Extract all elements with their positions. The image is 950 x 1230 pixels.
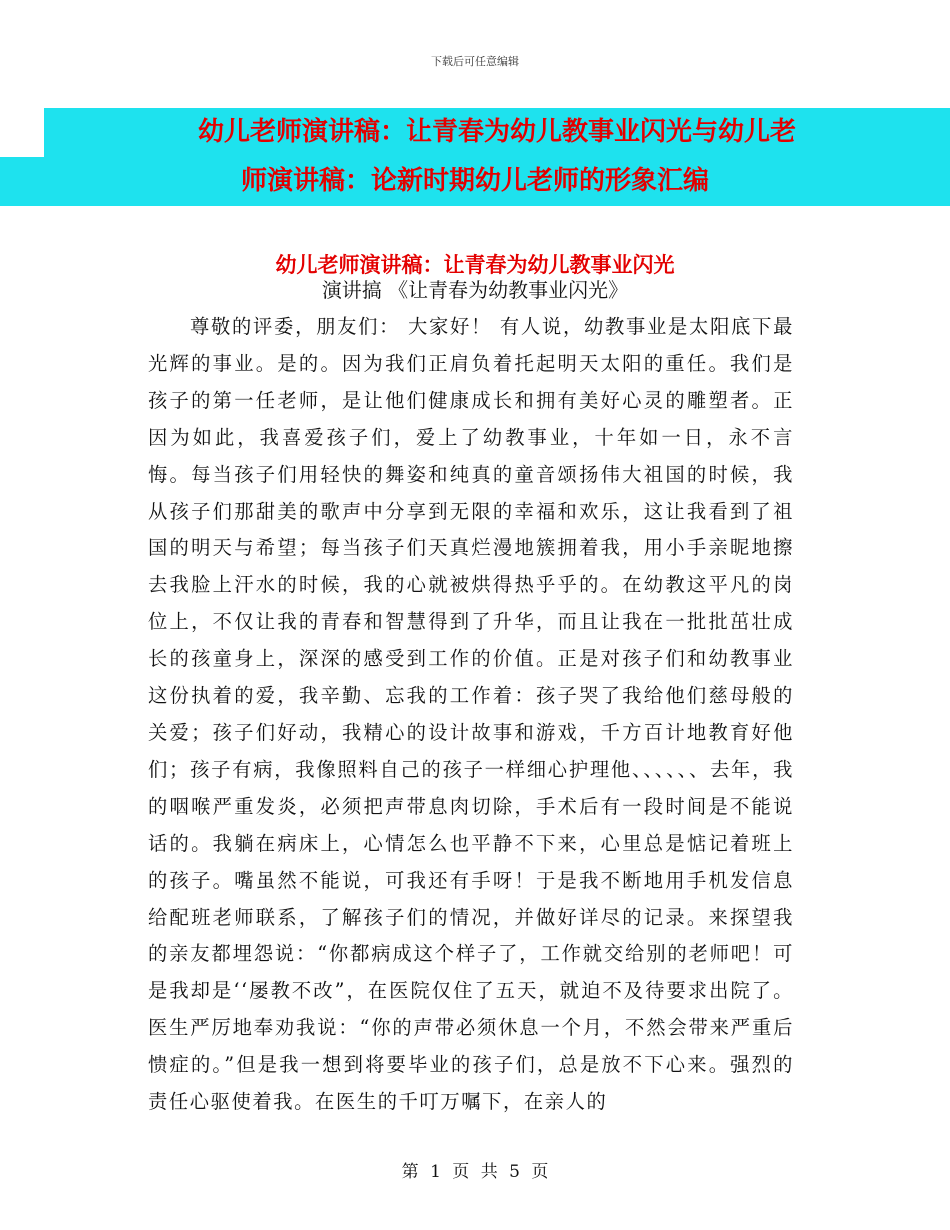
document-title	[0, 108, 950, 206]
document-title-line-1	[44, 108, 950, 157]
section-heading: 幼儿老师演讲稿：让青春为幼儿教事业闪光	[275, 253, 675, 277]
title-highlight-2: 师演讲稿：论新时期幼儿老师的形象汇编	[238, 164, 712, 198]
page-number-footer: 第 1 页 共 5 页	[401, 1162, 549, 1182]
body-paragraph: 尊敬的评委，朋友们： 大家好！ 有人说，幼教事业是太阳底下最光辉的事业。是的。因为我们正肩负着托起明天太阳的重任。我们是孩子的第一任老师，是让他们健康成长和拥有美好心灵的雕塑者。正因为如此，我喜爱孩子们，爱上了幼教事业，十年如一日，永不言悔。每当孩子们用轻快的舞姿和纯真的童音颂扬伟大祖国的时候，我从孩子们那甜美的歌声中分享到无限的幸福和欢乐，这让我看到了祖国的明天与希望；每当孩子们天真烂漫地簇拥着我，用小手亲昵地擦去我脸上汗水的时候，我的心就被烘得热乎乎的。在幼教这平凡的岗位上，不仅让我的青春和智慧得到了升华，而且让我在一批批茁壮成长的孩童身上，深深的感受到工作的价值。正是对孩子们和幼教事业这份执着的爱，我辛勤、忘我的工作着：孩子哭了我给他们慈母般的关爱；孩子们好动，我精心的设计故事和游戏，千方百计地教育好他们；孩子有病，我像照料自己的孩子一样细心护理他、、、、、、去年，我的咽喉严重发炎，必须把声带息肉切除，手术后有一段时间是不能说话的。我躺在病床上，心情怎么也平静不下来，心里总是惦记着班上的孩子。嘴虽然不能说，可我还有手呀！于是我不断地用手机发信息给配班老师联系，了解孩子们的情况，并做好详尽的记录。来探望我的亲友都埋怨说：“你都病成这个样子了，工作就交给别的老师吧！可是我却是‘‘屡教不改”，在医院仅住了五天，就迫不及待要求出院了。医生严厉地奉劝我说：“你的声带必须休息一个月，不然会带来严重后愦症的。”但是我一想到将要毕业的孩子们，总是放不下心来。强烈的责任心驱使着我。在医生的千叮万嘱下，在亲人的	[148, 315, 794, 1114]
document-title-line-2	[0, 157, 950, 206]
speech-subtitle: 演讲搞 《让青春为幼教事业闪光》	[321, 278, 629, 302]
title-highlight-1: 幼儿老师演讲稿：让青春为幼儿教事业闪光与幼儿老	[195, 115, 799, 149]
header-note: 下载后可任意编辑	[431, 55, 519, 68]
